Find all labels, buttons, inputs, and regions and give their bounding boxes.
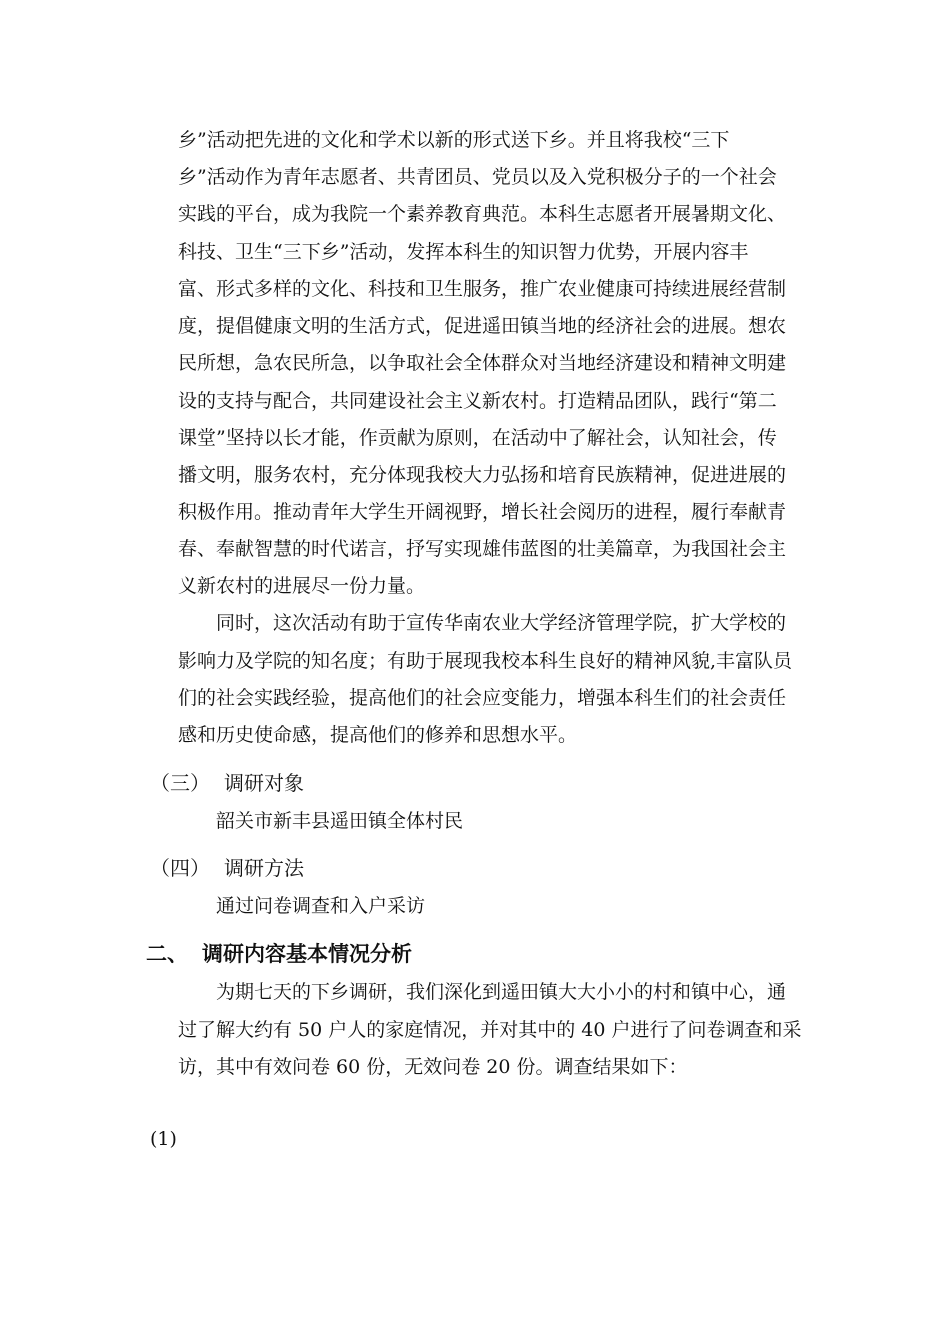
paragraph-line: 乡”活动把先进的文化和学术以新的形式送下乡。并且将我校“三下 xyxy=(178,129,730,151)
paragraph-line: 为期七天的下乡调研，我们深化到遥田镇大大小小的村和镇中心，通 xyxy=(216,981,787,1003)
paragraph-line: 过了解大约有 50 户人的家庭情况，并对其中的 40 户进行了问卷调查和采 xyxy=(178,1019,802,1041)
paragraph-line: 感和历史使命感，提高他们的修养和思想水平。 xyxy=(178,724,578,746)
section-heading-research-method xyxy=(150,856,304,880)
paragraph-line: 播文明，服务农村，充分体现我校大力弘扬和培育民族精神，促进进展的 xyxy=(178,464,787,486)
list-item-marker: (1) xyxy=(150,1128,177,1150)
paragraph-line: 设的支持与配合，共同建设社会主义新农村。打造精品团队，践行“第二 xyxy=(178,390,777,412)
paragraph-line: 实践的平台，成为我院一个素养教育典范。本科生志愿者开展暑期文化、 xyxy=(178,203,787,225)
paragraph-line: 民所想，急农民所急，以争取社会全体群众对当地经济建设和精神文明建 xyxy=(178,352,787,374)
paragraph-line: 度，提倡健康文明的生活方式，促进遥田镇当地的经济社会的进展。想农 xyxy=(178,315,787,337)
paragraph-line: 科技、卫生“三下乡”活动，发挥本科生的知识智力优势，开展内容丰 xyxy=(178,241,749,263)
section-title: 调研内容基本情况分析 xyxy=(202,942,412,966)
paragraph-line: 访，其中有效问卷 60 份，无效问卷 20 份。调查结果如下： xyxy=(178,1056,688,1078)
paragraph-line: 积极作用。推动青年大学生开阔视野，增长社会阅历的进程，履行奉献青 xyxy=(178,501,787,523)
section-number: （三） xyxy=(150,771,210,795)
paragraph-line: 影响力及学院的知名度；有助于展现我校本科生良好的精神风貌,丰富队员 xyxy=(178,650,793,672)
section-content: 通过问卷调查和入户采访 xyxy=(216,895,426,917)
paragraph-line: 同时，这次活动有助于宣传华南农业大学经济管理学院，扩大学校的 xyxy=(216,612,787,634)
section-title: 调研方法 xyxy=(224,856,304,880)
paragraph-line: 富、形式多样的文化、科技和卫生服务，推广农业健康可持续进展经营制 xyxy=(178,278,787,300)
section-title: 调研对象 xyxy=(224,771,304,795)
paragraph-line: 课堂”坚持以长才能，作贡献为原则，在活动中了解社会，认知社会，传 xyxy=(178,427,777,449)
paragraph-line: 们的社会实践经验，提高他们的社会应变能力，增强本科生们的社会责任 xyxy=(178,687,787,709)
section-content: 韶关市新丰县遥田镇全体村民 xyxy=(216,810,464,832)
section-number: （四） xyxy=(150,856,210,880)
section-number: 二、 xyxy=(146,942,188,966)
paragraph-line: 春、奉献智慧的时代诺言，抒写实现雄伟蓝图的壮美篇章，为我国社会主 xyxy=(178,538,787,560)
paragraph-line: 义新农村的进展尽一份力量。 xyxy=(178,575,426,597)
section-heading-research-target xyxy=(150,771,304,795)
paragraph-line: 乡”活动作为青年志愿者、共青团员、党员以及入党积极分子的一个社会 xyxy=(178,166,777,188)
main-section-heading xyxy=(146,942,412,966)
